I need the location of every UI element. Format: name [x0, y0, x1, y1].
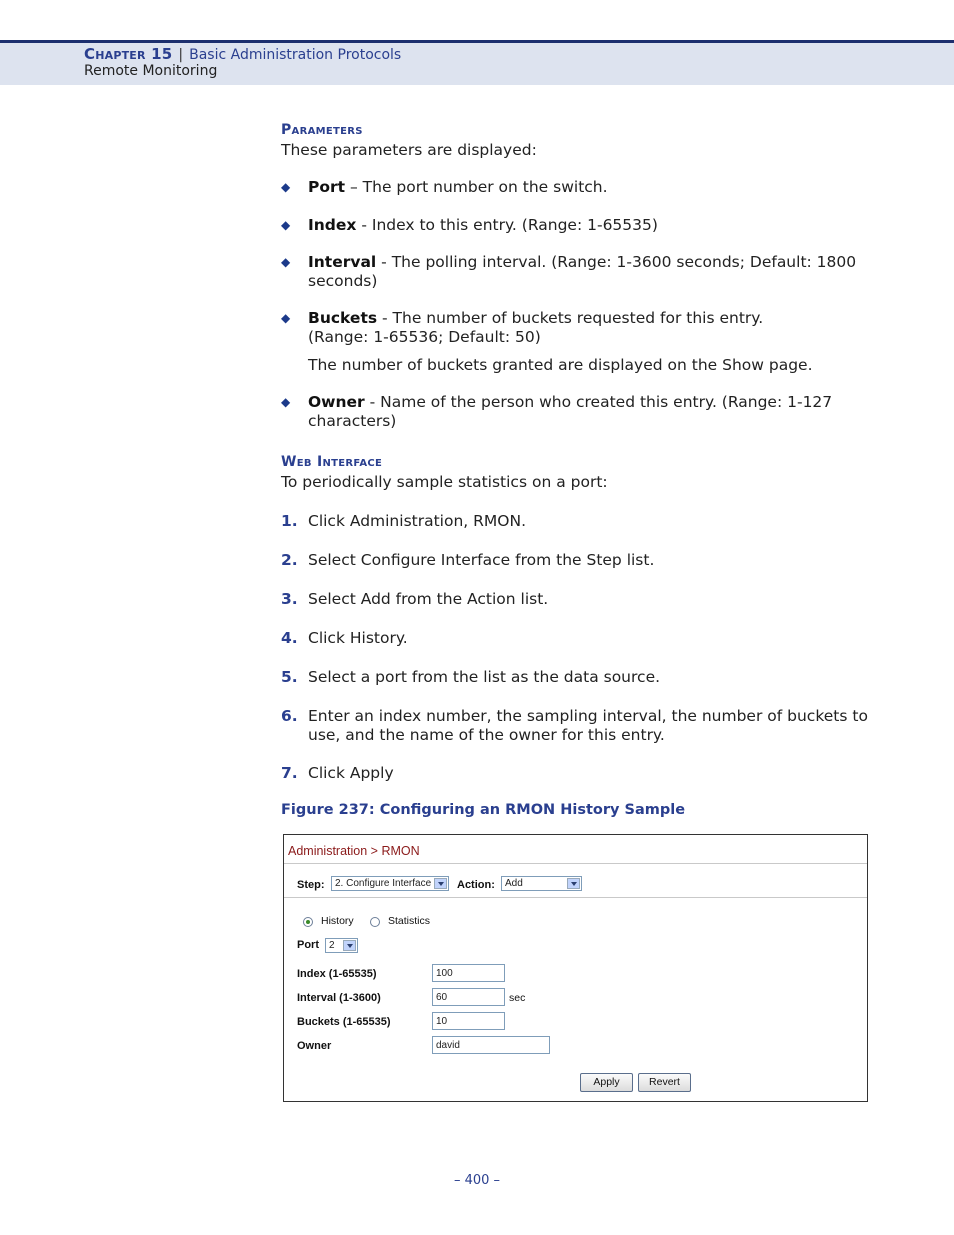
step-text: Click Apply [308, 764, 394, 782]
index-input-value: 100 [436, 968, 453, 979]
param-desc: - Index to this entry. (Range: 1-65535) [356, 216, 658, 234]
step-label: Step: [297, 879, 325, 891]
chevron-down-icon [567, 878, 580, 889]
action-label: Action: [457, 879, 495, 891]
step-text: Select Configure Interface from the Step list. [308, 551, 655, 569]
index-input[interactable] [432, 964, 505, 982]
owner-label: Owner [297, 1040, 332, 1052]
page-number: – 400 – [453, 1173, 501, 1188]
history-radio-label: History [321, 915, 354, 927]
diamond-bullet-icon: ◆ [281, 180, 291, 194]
interval-label: Interval (1-3600) [297, 992, 381, 1004]
statistics-radio[interactable] [370, 917, 380, 927]
chapter-title: Basic Administration Protocols [189, 47, 402, 63]
param-desc: – The port number on the switch. [345, 178, 608, 196]
parameters-intro: These parameters are displayed: [281, 141, 537, 159]
port-label: Port [297, 939, 319, 951]
param-term: Interval [308, 253, 377, 271]
step-number: 3. [281, 590, 298, 608]
step-number: 1. [281, 512, 298, 530]
param-term: Buckets [308, 309, 378, 327]
diamond-bullet-icon: ◆ [281, 395, 291, 409]
param-term: Port [308, 178, 346, 196]
parameters-heading: Parameters [281, 122, 363, 138]
port-select-value: 2 [329, 940, 335, 951]
step-text: Click History. [308, 629, 408, 647]
param-term: Index [308, 216, 357, 234]
history-radio[interactable] [303, 917, 313, 927]
chevron-down-icon [434, 878, 447, 889]
step-select[interactable] [331, 876, 449, 891]
step-text: Select Add from the Action list. [308, 590, 549, 608]
param-desc: - The polling interval. (Range: 1-3600 seconds; Default: 1800 seconds) [308, 253, 857, 290]
interval-input[interactable] [432, 988, 505, 1006]
web-interface-intro: To periodically sample statistics on a port: [281, 473, 608, 491]
chapter-label: Chapter 15 [84, 45, 173, 63]
diamond-bullet-icon: ◆ [281, 255, 291, 269]
interval-input-value: 60 [436, 992, 448, 1003]
breadcrumb: Administration > RMON [288, 844, 420, 858]
statistics-radio-label: Statistics [388, 915, 431, 927]
step-text: Select a port from the list as the data source. [308, 668, 661, 686]
rmon-screenshot-figure [283, 834, 868, 1102]
action-select-value: Add [505, 878, 523, 889]
running-header [84, 45, 401, 63]
step-number: 2. [281, 551, 298, 569]
step-text: Enter an index number, the sampling interval, the number of buckets to use, and the name of the owner for this entry. [308, 707, 868, 744]
step-number: 7. [281, 764, 298, 782]
owner-input-value: david [436, 1040, 460, 1051]
chevron-down-icon [343, 940, 356, 951]
step-select-value: 2. Configure Interface [335, 878, 432, 889]
param-desc: - Name of the person who created this entry. (Range: 1-127 characters) [308, 393, 833, 430]
owner-input[interactable] [432, 1036, 550, 1054]
action-select[interactable] [501, 876, 582, 891]
diamond-bullet-icon: ◆ [281, 218, 291, 232]
param-term: Owner [308, 393, 365, 411]
step-number: 6. [281, 707, 298, 725]
port-select[interactable] [325, 938, 358, 953]
index-label: Index (1-65535) [297, 968, 377, 980]
buckets-input[interactable] [432, 1012, 505, 1030]
apply-button[interactable]: Apply [580, 1073, 633, 1092]
section-title: Remote Monitoring [84, 63, 218, 79]
step-number: 4. [281, 629, 298, 647]
param-desc: - The number of buckets requested for this entry. (Range: 1-65536; Default: 50) [308, 309, 764, 346]
step-number: 5. [281, 668, 298, 686]
buckets-note: The number of buckets granted are displayed on the Show page. [308, 356, 813, 374]
interval-unit: sec [509, 992, 526, 1004]
divider [284, 863, 867, 864]
web-interface-heading: Web Interface [281, 454, 383, 470]
figure-caption: Figure 237: Configuring an RMON History Sample [281, 802, 686, 818]
diamond-bullet-icon: ◆ [281, 311, 291, 325]
divider [284, 897, 867, 898]
header-separator: | [178, 47, 184, 63]
step-text: Click Administration, RMON. [308, 512, 526, 530]
buckets-label: Buckets (1-65535) [297, 1016, 391, 1028]
revert-button[interactable]: Revert [638, 1073, 691, 1092]
buckets-input-value: 10 [436, 1016, 448, 1027]
